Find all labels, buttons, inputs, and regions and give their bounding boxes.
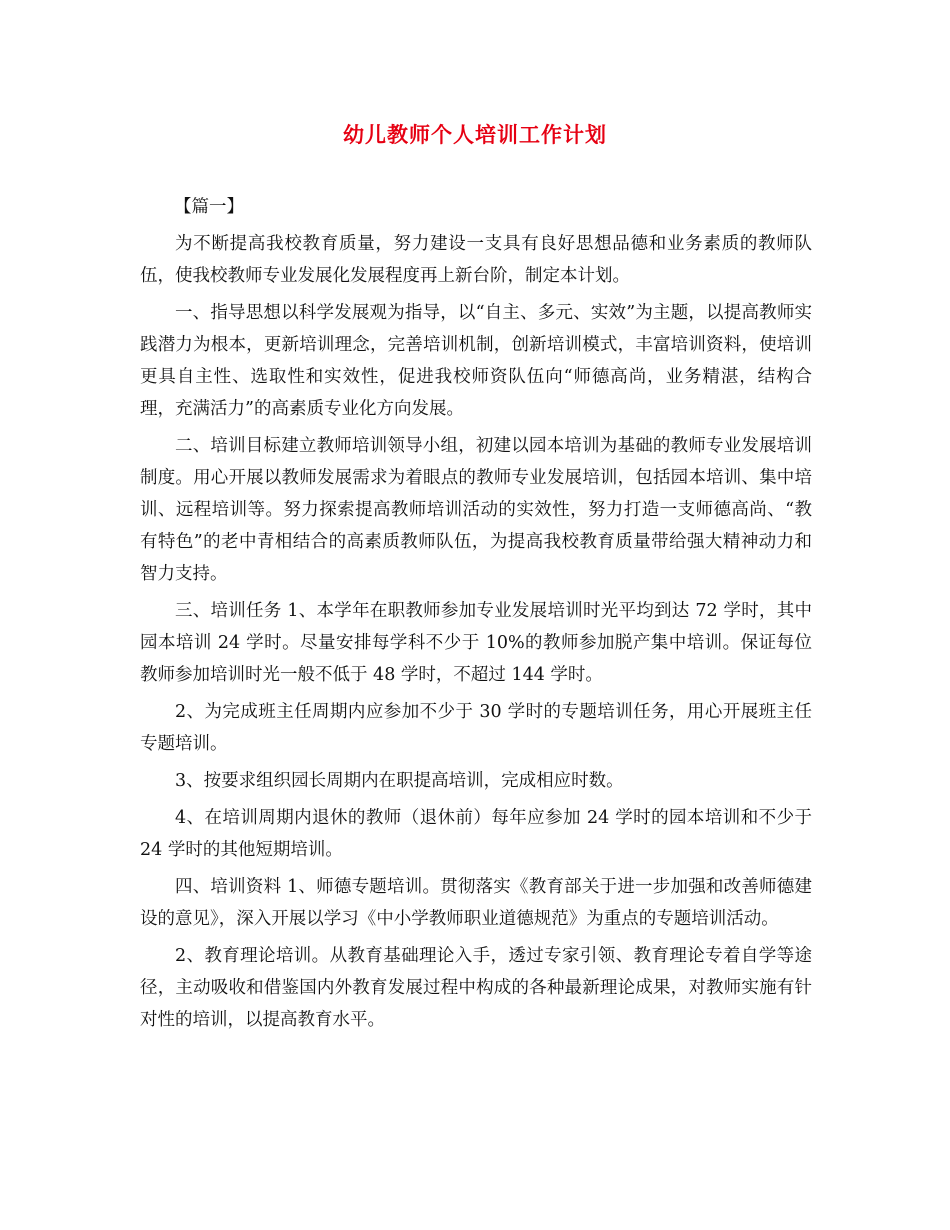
paragraph-training-content: 四、培训资料 1、师德专题培训。贯彻落实《教育部关于进一步加强和改善师德建设的意见》，深入开展以学习《中小学教师职业道德规范》为重点的专题培训活动。: [140, 877, 812, 929]
document-title: 幼儿教师个人培训工作计划: [343, 122, 607, 147]
paragraph-content-2: 2、教育理论培训。从教育基础理论入手，透过专家引领、教育理论专着自学等途径，主动吸收和借鉴国内外教育发展过程中构成的各种最新理论成果，对教师实施有针对性的培训，以提高教育水平。: [140, 946, 812, 1030]
paragraph-task-4: 4、在培训周期内退休的教师（退休前）每年应参加 24 学时的园本培训和不少于 24 学时的其他短期培训。: [140, 808, 812, 860]
paragraph-training-goals: 二、培训目标建立教师培训领导小组，初建以园本培训为基础的教师专业发展培训制度。用心开展以教师发展需求为着眼点的教师专业发展培训，包括园本培训、集中培训、远程培训等。努力探索提高教师培训活动的实效性，努力打造一支师德高尚、“教有特色”的老中青相结合的高素质教师队伍，为提高我校教育质量带给强大精神动力和智力支持。: [140, 436, 812, 584]
section-label: 【篇一】: [174, 197, 244, 217]
paragraph-guiding-ideology: 一、指导思想以科学发展观为指导，以“自主、多元、实效”为主题，以提高教师实践潜力为根本，更新培训理念，完善培训机制，创新培训模式，丰富培训资料，使培训更具自主性、选取性和实效性，促进我校师资队伍向“师德高尚，业务精湛，结构合理，充满活力”的高素质专业化方向发展。: [140, 303, 812, 419]
paragraph-intro: 为不断提高我校教育质量，努力建设一支具有良好思想品德和业务素质的教师队伍，使我校教师专业发展化发展程度再上新台阶，制定本计划。: [140, 234, 812, 286]
paragraph-training-tasks: 三、培训任务 1、本学年在职教师参加专业发展培训时光平均到达 72 学时，其中园本培训 24 学时。尽量安排每学科不少于 10%的教师参加脱产集中培训。保证每位教师参加培训时光一般不低于 48 学时，不超过 144 学时。: [140, 601, 812, 685]
paragraph-task-3: 3、按要求组织园长周期内在职提高培训，完成相应时数。: [175, 771, 624, 791]
document-body: [140, 191, 812, 1041]
paragraph-task-2: 2、为完成班主任周期内应参加不少于 30 学时的专题培训任务，用心开展班主任专题培训。: [140, 702, 812, 754]
